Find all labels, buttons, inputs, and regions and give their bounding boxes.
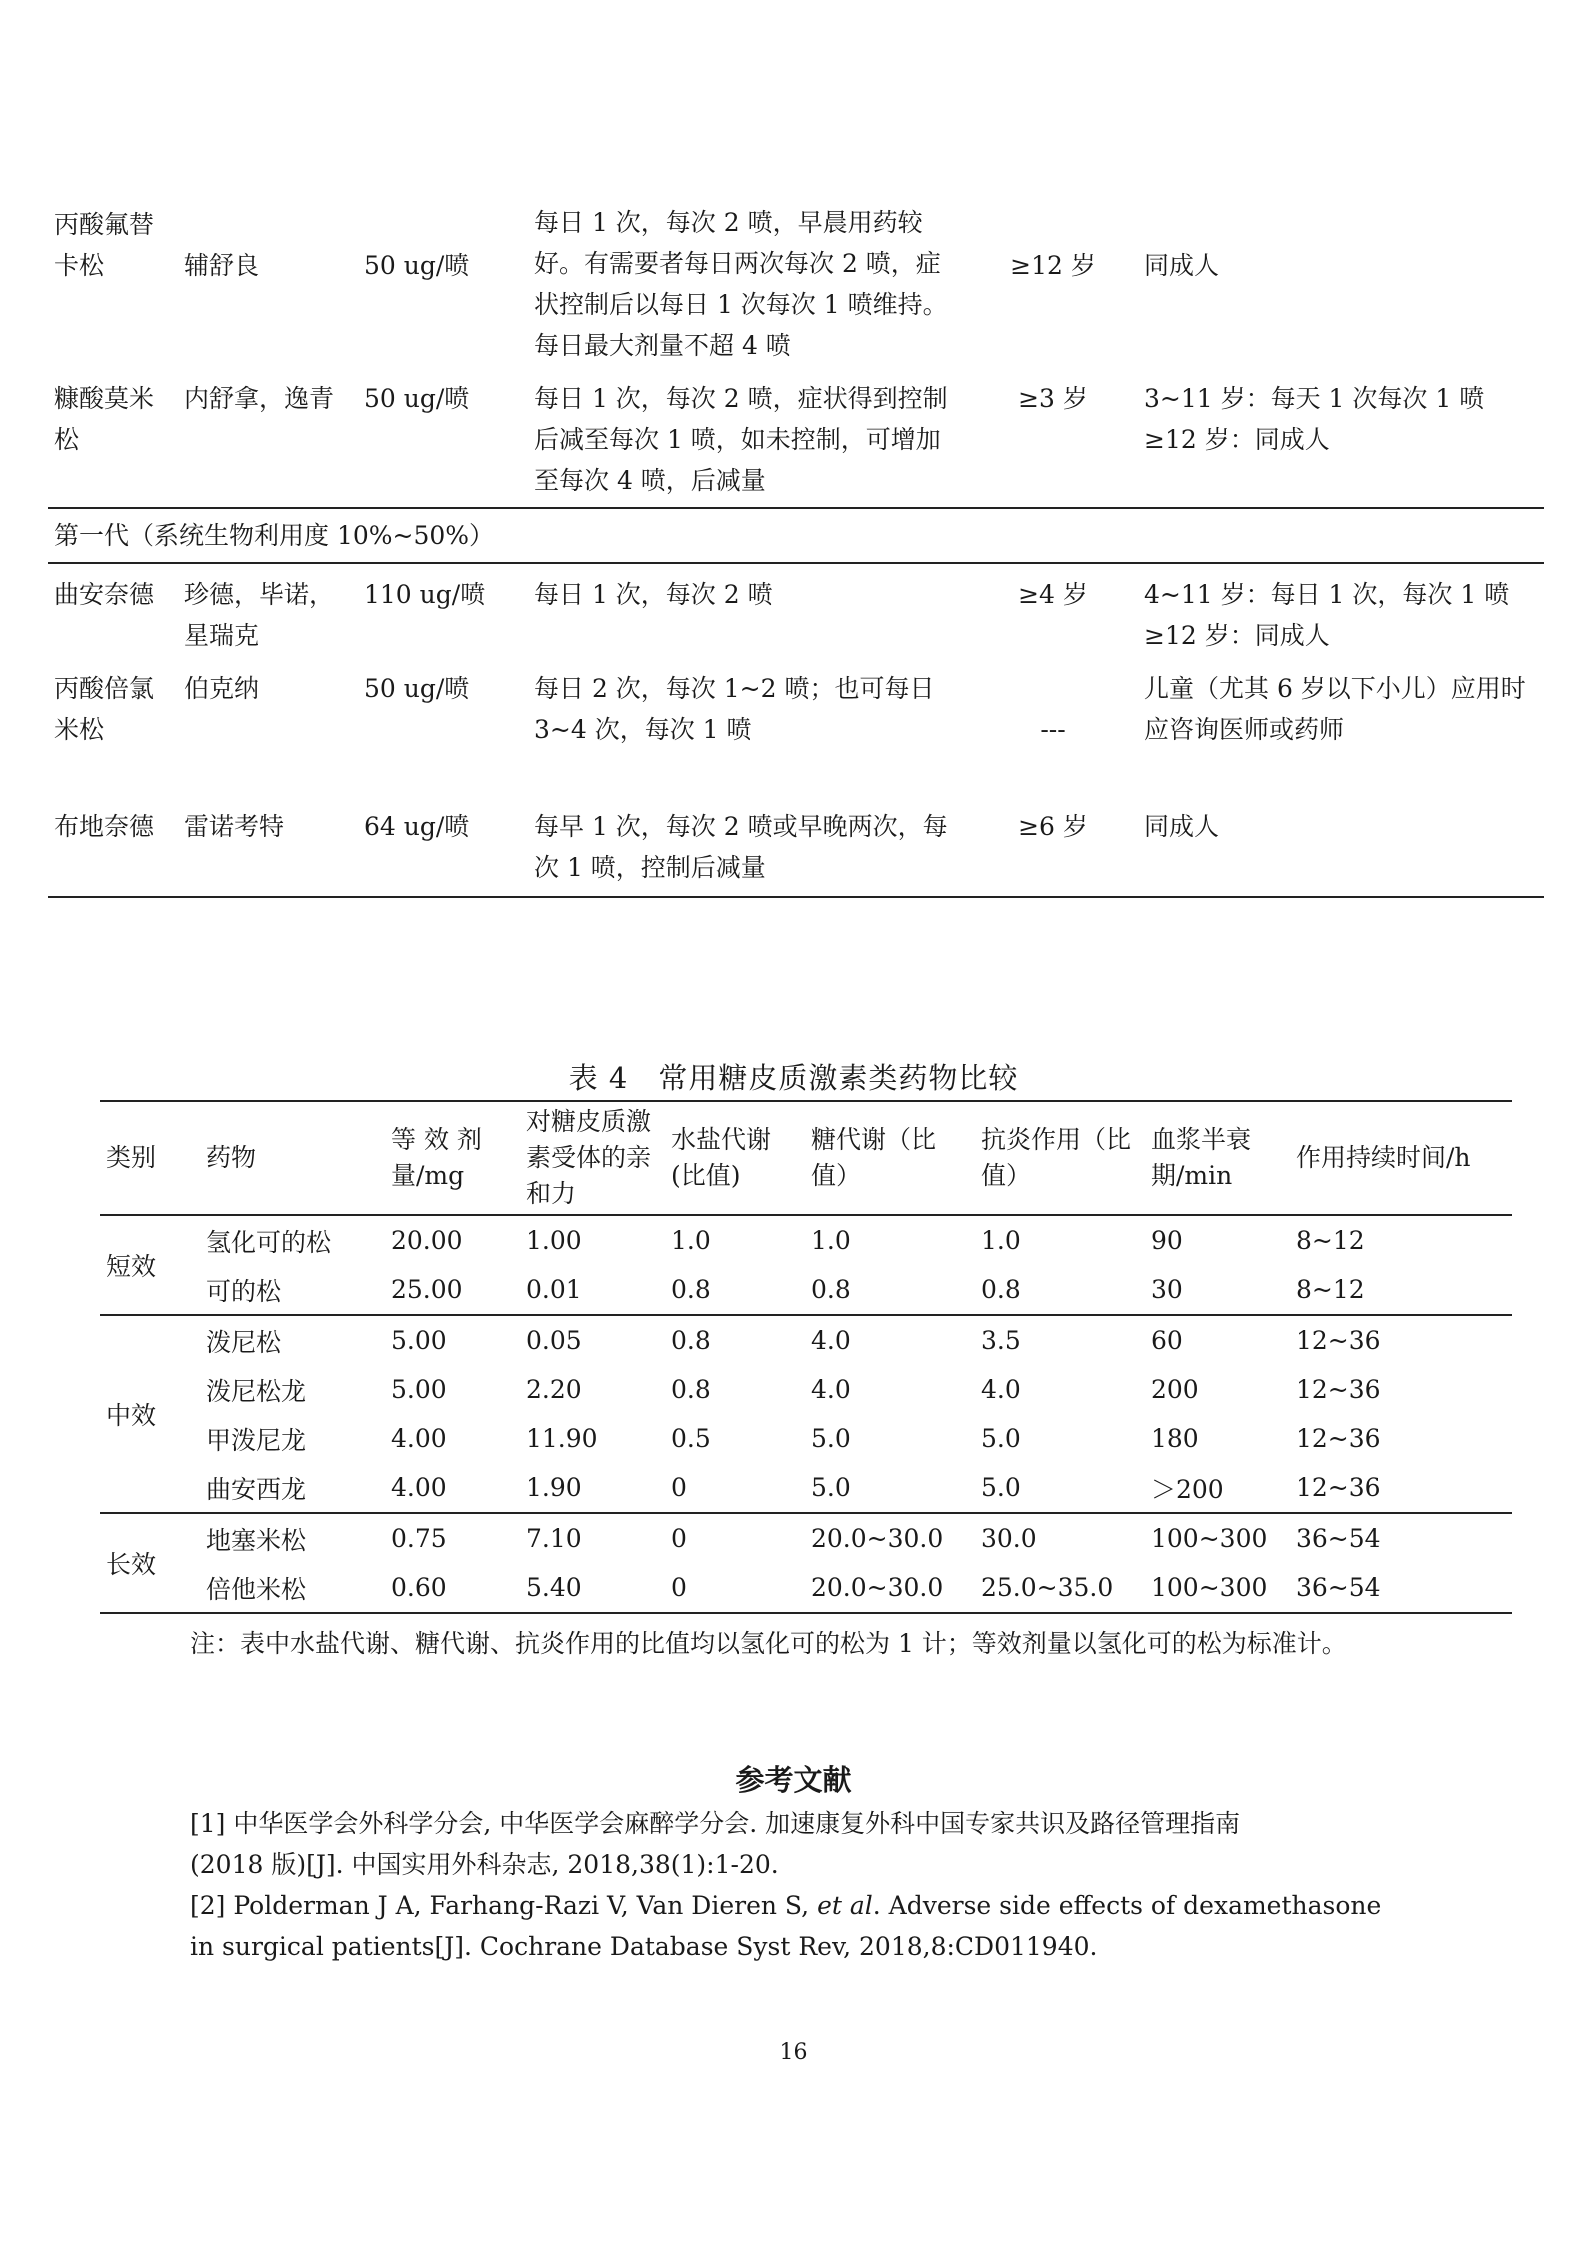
brand-name: 辅舒良 (184, 251, 260, 280)
table-cell: 20.0~30.0 (811, 1524, 944, 1553)
table-cell: 25.00 (391, 1275, 463, 1304)
drug-name: 丙酸倍氯米松 (54, 674, 155, 744)
col-halflife: 血浆半衰期/min (1151, 1125, 1252, 1190)
table-row (100, 1414, 1512, 1463)
col-affinity: 对糖皮质激素受体的亲和力 (526, 1107, 652, 1208)
table-cell: 1.0 (671, 1226, 711, 1255)
table-cell: 4.0 (981, 1375, 1021, 1404)
children-usage-line: 3~11 岁：每天 1 次每次 1 喷 (1144, 384, 1485, 413)
table-cell: 0.8 (811, 1275, 851, 1304)
generation-row (48, 508, 1544, 563)
table-cell: 12~36 (1296, 1424, 1381, 1453)
group-name: 中效 (106, 1401, 157, 1430)
table-row (100, 1365, 1512, 1414)
brand-name: 珍德，毕诺，星瑞克 (184, 580, 335, 650)
col-drug: 药物 (206, 1143, 257, 1172)
table-cell: 8~12 (1296, 1275, 1365, 1304)
table-cell: 0.01 (526, 1275, 582, 1304)
table-cell: 5.40 (526, 1573, 582, 1602)
table-cell: 4.0 (811, 1375, 851, 1404)
table-cell: 100~300 (1151, 1573, 1268, 1602)
age: --- (1040, 715, 1066, 744)
children-usage-line: 4~11 岁：每日 1 次，每次 1 喷 (1144, 580, 1510, 609)
group-short (100, 1215, 1512, 1315)
table-row (100, 1563, 1512, 1613)
group-name: 长效 (106, 1550, 157, 1579)
reference-line: [1] 中华医学会外科学分会, 中华医学会麻醉学分会. 加速康复外科中国专家共识及路径管理指南 (190, 1809, 1241, 1838)
usage: 每日 1 次，每次 2 喷，早晨用药较好。有需要者每日两次每次 2 喷，症状控制后以每日 1 次每次 1 喷维持。每日最大剂量不超 4 喷 (534, 208, 948, 360)
children-usage-line: ≥12 岁：同成人 (1144, 621, 1330, 650)
col-salt: 水盐代谢(比值) (671, 1125, 772, 1190)
page-number: 16 (779, 2040, 808, 2065)
usage: 每日 2 次，每次 1~2 喷；也可每日 3~4 次，每次 1 喷 (534, 674, 935, 744)
table-cell: 5.0 (981, 1473, 1021, 1502)
children-usage: 同成人 (1144, 251, 1220, 280)
table-cell: 0.75 (391, 1524, 447, 1553)
table-cell: 60 (1151, 1326, 1183, 1355)
reference-text: . Adverse side effects of dexamethasone (872, 1891, 1382, 1920)
table-cell: 3.5 (981, 1326, 1021, 1355)
usage: 每日 1 次，每次 2 喷 (534, 580, 773, 609)
reference-line (190, 1885, 1440, 1926)
group-long (100, 1513, 1512, 1613)
table-cell: 泼尼松龙 (206, 1376, 307, 1406)
table-cell: 0 (671, 1473, 687, 1502)
table-cell: 8~12 (1296, 1226, 1365, 1255)
table-cell: 11.90 (526, 1424, 598, 1453)
table-cell: 200 (1151, 1375, 1199, 1404)
col-dose: 等 效 剂量/mg (391, 1125, 482, 1190)
dose: 50 ug/喷 (364, 251, 470, 280)
children-usage (1138, 372, 1544, 508)
col-anti: 抗炎作用（比值） (981, 1125, 1132, 1190)
table-cell: 1.00 (526, 1226, 582, 1255)
table-cell: 20.0~30.0 (811, 1573, 944, 1602)
table-cell: 25.0~35.0 (981, 1573, 1114, 1602)
age: ≥3 岁 (1018, 384, 1088, 413)
table-row (48, 563, 1544, 662)
table-cell: 180 (1151, 1424, 1199, 1453)
table-cell: 20.00 (391, 1226, 463, 1255)
table-cell: 5.00 (391, 1375, 447, 1404)
table-cell: 4.00 (391, 1473, 447, 1502)
table-cell: 0.8 (671, 1326, 711, 1355)
brand-name: 内舒拿，逸青 (184, 384, 335, 413)
table-row (48, 196, 1544, 372)
dose: 64 ug/喷 (358, 800, 528, 897)
table-cell: 5.0 (811, 1424, 851, 1453)
table-cell: 曲安西龙 (206, 1474, 307, 1504)
references-list (190, 1803, 1440, 1967)
reference-line: in surgical patients[J]. Cochrane Database Syst Rev, 2018,8:CD011940. (190, 1932, 1098, 1961)
table-cell: 4.00 (391, 1424, 447, 1453)
table-cell: 5.0 (811, 1473, 851, 1502)
table-row (100, 1463, 1512, 1513)
glucocorticoid-comparison-table (100, 1100, 1512, 1614)
usage: 每早 1 次，每次 2 喷或早晚两次，每次 1 喷，控制后减量 (528, 800, 968, 897)
drug-name: 糠酸莫米松 (54, 384, 155, 454)
dose: 50 ug/喷 (364, 384, 470, 413)
table-cell: 0.05 (526, 1326, 582, 1355)
nasal-steroid-table (48, 196, 1544, 898)
children-usage-line: ≥12 岁：同成人 (1144, 425, 1330, 454)
header-row (100, 1101, 1512, 1215)
reference-etal: et al (817, 1891, 873, 1920)
table-row (100, 1513, 1512, 1563)
table-cell: 地塞米松 (206, 1525, 307, 1555)
dose: 110 ug/喷 (364, 580, 486, 609)
table-cell: 甲泼尼龙 (206, 1425, 307, 1455)
table-cell: 36~54 (1296, 1524, 1381, 1553)
table-cell: 30 (1151, 1275, 1183, 1304)
col-sugar: 糖代谢（比值） (811, 1125, 937, 1190)
table-cell: 100~300 (1151, 1524, 1268, 1553)
dose: 50 ug/喷 (364, 674, 470, 703)
table-cell: 0 (671, 1524, 687, 1553)
table-cell: ＞200 (1151, 1474, 1224, 1504)
col-category: 类别 (106, 1143, 157, 1172)
table-cell: 0.5 (671, 1424, 711, 1453)
table-row (100, 1215, 1512, 1265)
table-cell: 2.20 (526, 1375, 582, 1404)
table-row (48, 800, 1544, 897)
table-cell: 1.0 (811, 1226, 851, 1255)
table-cell: 0.8 (981, 1275, 1021, 1304)
table-row (48, 372, 1544, 508)
table-cell: 30.0 (981, 1524, 1037, 1553)
usage: 每日 1 次，每次 2 喷，症状得到控制后减至每次 1 喷，如未控制，可增加至每次 4 喷，后减量 (534, 384, 948, 495)
reference-text: [2] Polderman J A, Farhang-Razi V, Van Dieren S, (190, 1891, 818, 1920)
reference-line: (2018 版)[J]. 中国实用外科杂志, 2018,38(1):1-20. (190, 1850, 779, 1879)
col-duration: 作用持续时间/h (1296, 1143, 1471, 1172)
drug-name: 丙酸氟替卡松 (54, 210, 155, 280)
age: ≥6 岁 (968, 800, 1138, 897)
table-cell: 36~54 (1296, 1573, 1381, 1602)
table-cell: 1.90 (526, 1473, 582, 1502)
table-cell: 1.0 (981, 1226, 1021, 1255)
children-usage: 同成人 (1138, 800, 1544, 897)
children-usage (1138, 563, 1544, 662)
table-note: 注：表中水盐代谢、糖代谢、抗炎作用的比值均以氢化可的松为 1 计；等效剂量以氢化可的松为标准计。 (190, 1629, 1347, 1658)
table-cell: 5.0 (981, 1424, 1021, 1453)
generation-label: 第一代（系统生物利用度 10%~50%） (48, 508, 1544, 563)
table-row (48, 662, 1544, 800)
group-name: 短效 (106, 1252, 157, 1281)
table-cell: 氢化可的松 (206, 1227, 332, 1257)
table-cell: 泼尼松 (206, 1327, 282, 1357)
group-medium (100, 1315, 1512, 1513)
table-cell: 90 (1151, 1226, 1183, 1255)
table-cell: 4.0 (811, 1326, 851, 1355)
drug-name: 曲安奈德 (54, 580, 155, 609)
table-cell: 倍他米松 (206, 1574, 307, 1604)
drug-name: 布地奈德 (48, 800, 178, 897)
table-cell: 5.00 (391, 1326, 447, 1355)
brand-name: 雷诺考特 (178, 800, 358, 897)
table-cell: 0.8 (671, 1375, 711, 1404)
age: ≥12 岁 (1010, 251, 1096, 280)
brand-name: 伯克纳 (184, 674, 260, 703)
references-title: 参考文献 (735, 1763, 852, 1797)
table-cell: 0 (671, 1573, 687, 1602)
children-usage: 儿童（尤其 6 岁以下小儿）应用时应咨询医师或药师 (1144, 674, 1526, 744)
table-cell: 0.60 (391, 1573, 447, 1602)
table-cell: 12~36 (1296, 1375, 1381, 1404)
table-cell: 0.8 (671, 1275, 711, 1304)
table-cell: 7.10 (526, 1524, 582, 1553)
table-row (100, 1265, 1512, 1315)
table-caption: 表 4 常用糖皮质激素类药物比较 (568, 1061, 1019, 1095)
age: ≥4 岁 (1018, 580, 1088, 609)
table-row (100, 1315, 1512, 1365)
table-cell: 可的松 (206, 1276, 282, 1306)
table-cell: 12~36 (1296, 1326, 1381, 1355)
table-cell: 12~36 (1296, 1473, 1381, 1502)
